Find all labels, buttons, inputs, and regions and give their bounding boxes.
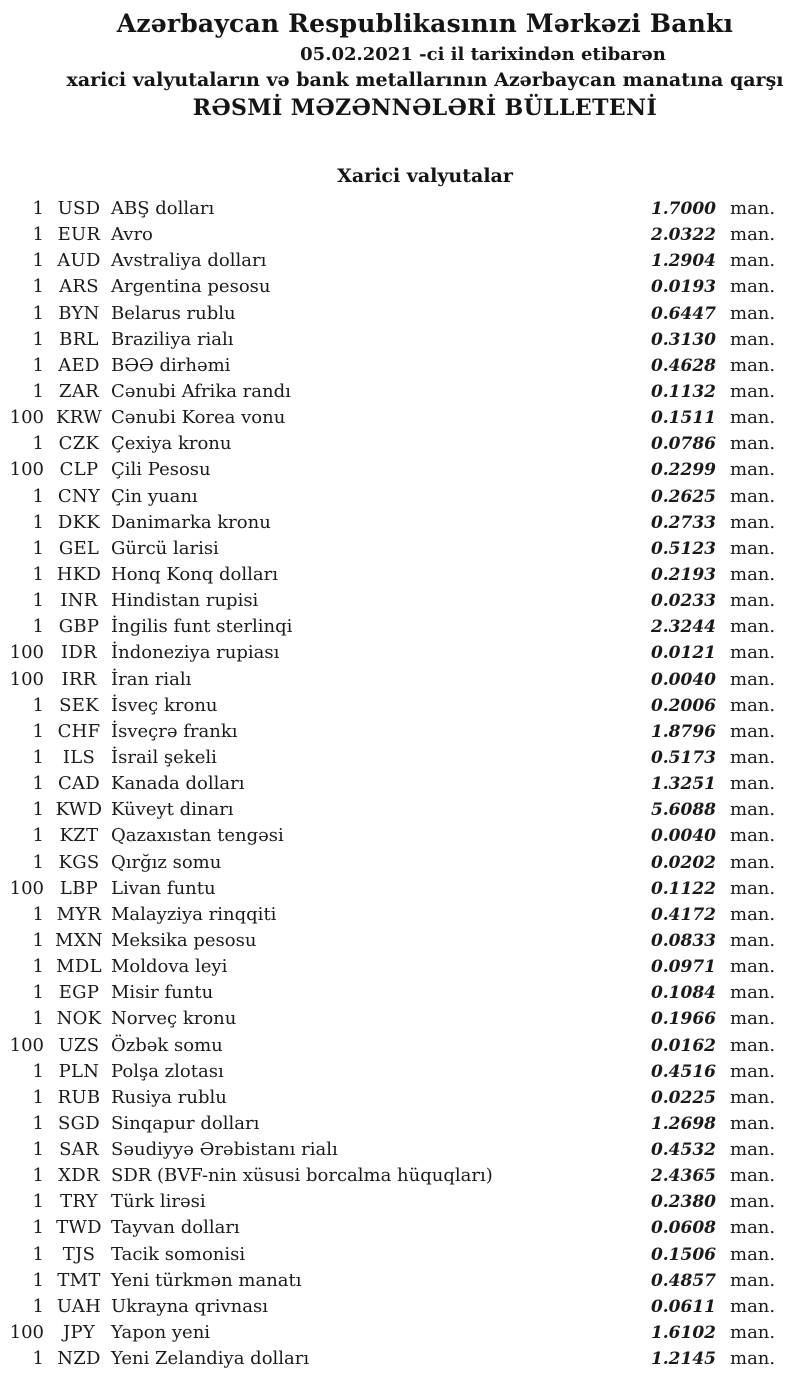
currency-unit-label: man. [730,1295,776,1317]
currency-qty: 1 [32,1165,44,1187]
currency-qty: 100 [9,668,44,690]
currency-rate: 1.2904 [650,251,716,272]
table-row [0,379,800,405]
currency-qty: 1 [32,1086,44,1108]
currency-name: Yeni türkmən manatı [111,1269,302,1291]
currency-code: CLP [59,459,99,481]
currency-qty: 1 [32,380,44,402]
currency-qty: 1 [32,1008,44,1030]
currency-name: Hindistan rupisi [111,590,259,612]
table-row [0,484,800,510]
currency-unit-label: man. [730,537,776,559]
currency-rate: 2.0322 [650,225,716,246]
currency-name: Tacik somonisi [111,1243,246,1265]
table-row [0,1242,800,1268]
table-row [0,614,800,640]
currency-rate: 0.0162 [650,1035,716,1056]
currency-qty: 1 [32,537,44,559]
currency-qty: 1 [32,616,44,638]
table-row [0,327,800,353]
currency-rate: 0.1132 [650,381,716,402]
currency-unit-label: man. [730,224,776,246]
currency-rate: 0.0225 [650,1087,716,1108]
currency-unit-label: man. [730,616,776,638]
currency-unit-label: man. [730,799,776,821]
currency-code: AUD [57,250,101,272]
currency-qty: 100 [9,407,44,429]
table-row [0,1294,800,1320]
currency-rate: 0.0040 [650,669,716,690]
currency-code: BYN [58,302,100,324]
currency-name: Belarus rublu [111,302,236,324]
currency-qty: 1 [32,956,44,978]
currency-name: Kanada dolları [111,773,245,795]
currency-rate: 0.2299 [650,460,716,481]
table-row [0,222,800,248]
currency-name: Qazaxıstan tengəsi [111,825,284,847]
currency-name: Danimarka kronu [111,511,271,533]
currency-rate: 2.4365 [650,1166,716,1187]
subtitle-line: xarici valyutaların və bank metallarının Azərbaycan manatına qarşı [66,69,784,91]
currency-rate: 1.2698 [650,1113,716,1134]
currency-rate: 0.1966 [650,1009,716,1030]
currency-unit-label: man. [730,1191,776,1213]
currency-name: Sinqapur dolları [111,1112,260,1134]
currency-unit-label: man. [730,1348,776,1370]
table-row [0,196,800,222]
currency-rate: 0.1511 [650,408,716,429]
currency-code: SGD [57,1112,101,1134]
currency-rate: 0.0833 [650,930,716,951]
currency-rate: 0.2733 [650,512,716,533]
currency-qty: 1 [32,511,44,533]
currency-qty: 1 [32,799,44,821]
currency-name: Ukrayna qrivnası [111,1295,268,1317]
currency-rate: 0.6447 [650,303,716,324]
currency-name: İran rialı [111,668,192,690]
currency-rate: 0.2380 [650,1192,716,1213]
currency-name: Misir funtu [111,982,214,1004]
currency-code: LBP [59,877,99,899]
currency-unit-label: man. [730,276,776,298]
currency-unit-label: man. [730,1008,776,1030]
currency-code: MDL [56,956,102,978]
currency-qty: 1 [32,590,44,612]
currency-rate: 0.2625 [650,486,716,507]
currency-qty: 1 [32,250,44,272]
currency-code: SEK [59,694,99,716]
currency-unit-label: man. [730,825,776,847]
currency-name: Malayziya rinqqiti [111,903,277,925]
currency-name: BƏƏ dirhəmi [111,354,231,376]
table-row [0,353,800,379]
currency-name: Cənubi Korea vonu [111,407,286,429]
currency-code: SAR [59,1139,99,1161]
currency-qty: 1 [32,433,44,455]
currency-qty: 100 [9,877,44,899]
currency-rate: 5.6088 [650,800,716,821]
currency-unit-label: man. [730,642,776,664]
currency-name: Argentina pesosu [111,276,271,298]
currency-unit-label: man. [730,773,776,795]
table-row [0,301,800,327]
currency-unit-label: man. [730,720,776,742]
bulletin-title: RƏSMİ MƏZƏNNƏLƏRİ BÜLLETENİ [192,95,658,121]
currency-qty: 1 [32,1060,44,1082]
currency-qty: 1 [32,773,44,795]
currency-qty: 1 [32,485,44,507]
currency-qty: 1 [32,328,44,350]
currency-name: Qırğız somu [111,851,222,873]
currency-name: Gürcü larisi [111,537,219,559]
table-row [0,980,800,1006]
table-row [0,823,800,849]
currency-rate: 0.0233 [650,591,716,612]
currency-code: XDR [58,1165,100,1187]
currency-qty: 1 [32,929,44,951]
currency-name: İndoneziya rupiası [111,642,280,664]
currency-unit-label: man. [730,459,776,481]
currency-code: NZD [57,1348,101,1370]
currency-qty: 1 [32,1191,44,1213]
currency-rate: 1.6102 [650,1323,716,1344]
currency-code: USD [57,198,101,219]
currency-unit-label: man. [730,250,776,272]
table-row [0,1033,800,1059]
currency-qty: 1 [32,825,44,847]
table-row [0,850,800,876]
currency-unit-label: man. [730,328,776,350]
currency-unit-label: man. [730,1243,776,1265]
table-row [0,1163,800,1189]
currency-qty: 1 [32,1348,44,1370]
currency-unit-label: man. [730,302,776,324]
currency-qty: 100 [9,1322,44,1344]
table-row [0,1320,800,1346]
currency-code: NOK [56,1008,102,1030]
currency-code: KZT [59,825,99,847]
table-row [0,954,800,980]
table-row [0,1346,800,1372]
currency-unit-label: man. [730,956,776,978]
currency-unit-label: man. [730,198,776,219]
table-row [0,902,800,928]
currency-code: TWD [56,1217,102,1239]
table-row [0,562,800,588]
table-row [0,588,800,614]
table-row [0,457,800,483]
currency-rate: 0.4516 [650,1061,716,1082]
currency-unit-label: man. [730,982,776,1004]
currency-qty: 1 [32,694,44,716]
currency-qty: 100 [9,1034,44,1056]
currency-code: CAD [57,773,101,795]
currency-qty: 1 [32,1243,44,1265]
currency-name: Özbək somu [111,1034,223,1056]
currency-unit-label: man. [730,1086,776,1108]
currency-rate: 0.4532 [650,1140,716,1161]
currency-rate: 0.4172 [650,904,716,925]
currency-name: İsveç kronu [111,694,218,716]
currency-code: KWD [55,799,103,821]
currency-code: EUR [57,224,101,246]
currency-rate: 0.0971 [650,957,716,978]
currency-qty: 1 [32,903,44,925]
currency-rate: 0.5123 [650,538,716,559]
table-row [0,248,800,274]
table-row [0,536,800,562]
currency-name: Yeni Zelandiya dolları [111,1348,310,1370]
table-row [0,640,800,666]
currency-rate: 0.1084 [650,983,716,1004]
currency-code: INR [60,590,98,612]
currency-unit-label: man. [730,668,776,690]
currency-code: KRW [55,407,102,429]
table-row [0,274,800,300]
table-row [0,1059,800,1085]
currency-code: CZK [58,433,100,455]
currency-name: Meksika pesosu [111,929,257,951]
currency-unit-label: man. [730,407,776,429]
currency-name: Avro [111,224,153,246]
currency-name: SDR (BVF-nin xüsusi borcalma hüquqları) [111,1165,493,1187]
currency-code: JPY [62,1322,96,1344]
currency-unit-label: man. [730,590,776,612]
currency-qty: 1 [32,746,44,768]
currency-unit-label: man. [730,1060,776,1082]
currency-qty: 1 [32,276,44,298]
currency-code: PLN [58,1060,100,1082]
currency-rate: 0.2006 [650,695,716,716]
currency-qty: 100 [9,642,44,664]
currency-rate: 0.2193 [650,564,716,585]
currency-rate: 0.0040 [650,826,716,847]
currency-qty: 1 [32,1269,44,1291]
currency-unit-label: man. [730,1034,776,1056]
currency-rate: 0.0193 [650,277,716,298]
currency-name: Yapon yeni [111,1322,211,1344]
table-row [0,1137,800,1163]
currency-rate: 0.0202 [650,852,716,873]
currency-rate: 0.3130 [650,329,716,350]
currency-name: İsveçrə frankı [111,720,238,742]
currency-rate: 0.1122 [650,878,716,899]
table-row [0,797,800,823]
currency-code: TRY [60,1191,98,1213]
currency-rate: 0.5173 [650,747,716,768]
currency-qty: 1 [32,198,44,219]
currency-code: DKK [57,511,101,533]
currency-name: Braziliya rialı [111,328,234,350]
currency-qty: 1 [32,302,44,324]
currency-qty: 1 [32,563,44,585]
table-row [0,1215,800,1241]
currency-rate: 1.7000 [650,199,716,219]
currency-name: Türk lirəsi [111,1191,206,1213]
table-row [0,719,800,745]
currency-name: Moldova leyi [111,956,228,978]
currency-qty: 1 [32,1217,44,1239]
currency-code: KGS [58,851,100,873]
currency-rate: 1.2145 [650,1349,716,1370]
currency-rate: 1.3251 [650,774,716,795]
table-row [0,1268,800,1294]
currency-code: AED [58,354,100,376]
currency-unit-label: man. [730,1112,776,1134]
currency-rate: 0.0608 [650,1218,716,1239]
currency-unit-label: man. [730,380,776,402]
currency-code: BRL [59,328,99,350]
table-row [0,431,800,457]
currency-rate: 0.0121 [650,643,716,664]
currency-code: ILS [62,746,96,768]
currency-code: TJS [62,1243,96,1265]
currency-name: İsrail şekeli [111,746,217,768]
rates-table [0,196,800,1372]
table-row [0,876,800,902]
currency-qty: 1 [32,1295,44,1317]
currency-code: GBP [58,616,100,638]
currency-code: TMT [57,1269,101,1291]
currency-rate: 0.1506 [650,1244,716,1265]
currency-name: Rusiya rublu [111,1086,227,1108]
currency-unit-label: man. [730,433,776,455]
currency-unit-label: man. [730,1139,776,1161]
currency-unit-label: man. [730,851,776,873]
currency-qty: 1 [32,720,44,742]
currency-unit-label: man. [730,1217,776,1239]
currency-unit-label: man. [730,1165,776,1187]
bank-name-title: Azərbaycan Respublikasının Mərkəzi Bankı [116,9,734,38]
table-row [0,693,800,719]
currency-rate: 0.0786 [650,434,716,455]
effective-date-line: 05.02.2021 -ci il tarixindən etibarən [300,44,666,65]
currency-qty: 100 [9,459,44,481]
table-row [0,771,800,797]
currency-qty: 1 [32,354,44,376]
currency-unit-label: man. [730,1322,776,1344]
table-row [0,510,800,536]
currency-code: UZS [58,1034,100,1056]
currency-code: RUB [57,1086,101,1108]
section-title-foreign-currencies: Xarici valyutalar [337,165,513,187]
currency-rate: 0.4628 [650,355,716,376]
currency-unit-label: man. [730,694,776,716]
currency-name: Livan funtu [111,877,216,899]
currency-rate: 2.3244 [650,617,716,638]
table-row [0,1111,800,1137]
document-header [50,0,800,121]
currency-unit-label: man. [730,929,776,951]
currency-unit-label: man. [730,354,776,376]
currency-unit-label: man. [730,511,776,533]
currency-name: Norveç kronu [111,1008,237,1030]
table-row [0,1006,800,1032]
currency-rate: 1.8796 [650,721,716,742]
currency-name: Çin yuanı [111,485,198,507]
currency-code: CNY [57,485,101,507]
currency-code: IDR [61,642,97,664]
currency-code: MYR [56,903,102,925]
table-row [0,745,800,771]
currency-qty: 1 [32,1112,44,1134]
currency-qty: 1 [32,851,44,873]
table-row [0,405,800,431]
currency-qty: 1 [32,1139,44,1161]
currency-code: EGP [58,982,100,1004]
currency-code: UAH [56,1295,102,1317]
table-row [0,667,800,693]
currency-name: Tayvan dolları [111,1217,240,1239]
currency-unit-label: man. [730,903,776,925]
currency-name: Avstraliya dolları [111,250,267,272]
table-row [0,928,800,954]
currency-unit-label: man. [730,746,776,768]
currency-code: HKD [56,563,102,585]
currency-code: IRR [61,668,97,690]
currency-code: CHF [57,720,101,742]
currency-name: Honq Konq dolları [111,563,278,585]
currency-rate: 0.4857 [650,1270,716,1291]
currency-rate: 0.0611 [650,1296,716,1317]
currency-qty: 1 [32,224,44,246]
currency-unit-label: man. [730,1269,776,1291]
currency-code: ZAR [59,380,99,402]
table-row [0,1085,800,1111]
currency-name: Səudiyyə Ərəbistanı rialı [111,1139,338,1161]
currency-unit-label: man. [730,563,776,585]
currency-name: Cənubi Afrika randı [111,380,291,402]
currency-name: ABŞ dolları [111,198,215,219]
table-row [0,1189,800,1215]
currency-code: GEL [58,537,100,559]
currency-name: İngilis funt sterlinqi [111,616,293,638]
currency-name: Küveyt dinarı [111,799,234,821]
currency-code: MXN [55,929,103,951]
currency-code: ARS [59,276,99,298]
currency-name: Çili Pesosu [111,459,211,481]
currency-name: Çexiya kronu [111,433,232,455]
currency-name: Polşa zlotası [111,1060,224,1082]
currency-unit-label: man. [730,485,776,507]
currency-qty: 1 [32,982,44,1004]
currency-unit-label: man. [730,877,776,899]
